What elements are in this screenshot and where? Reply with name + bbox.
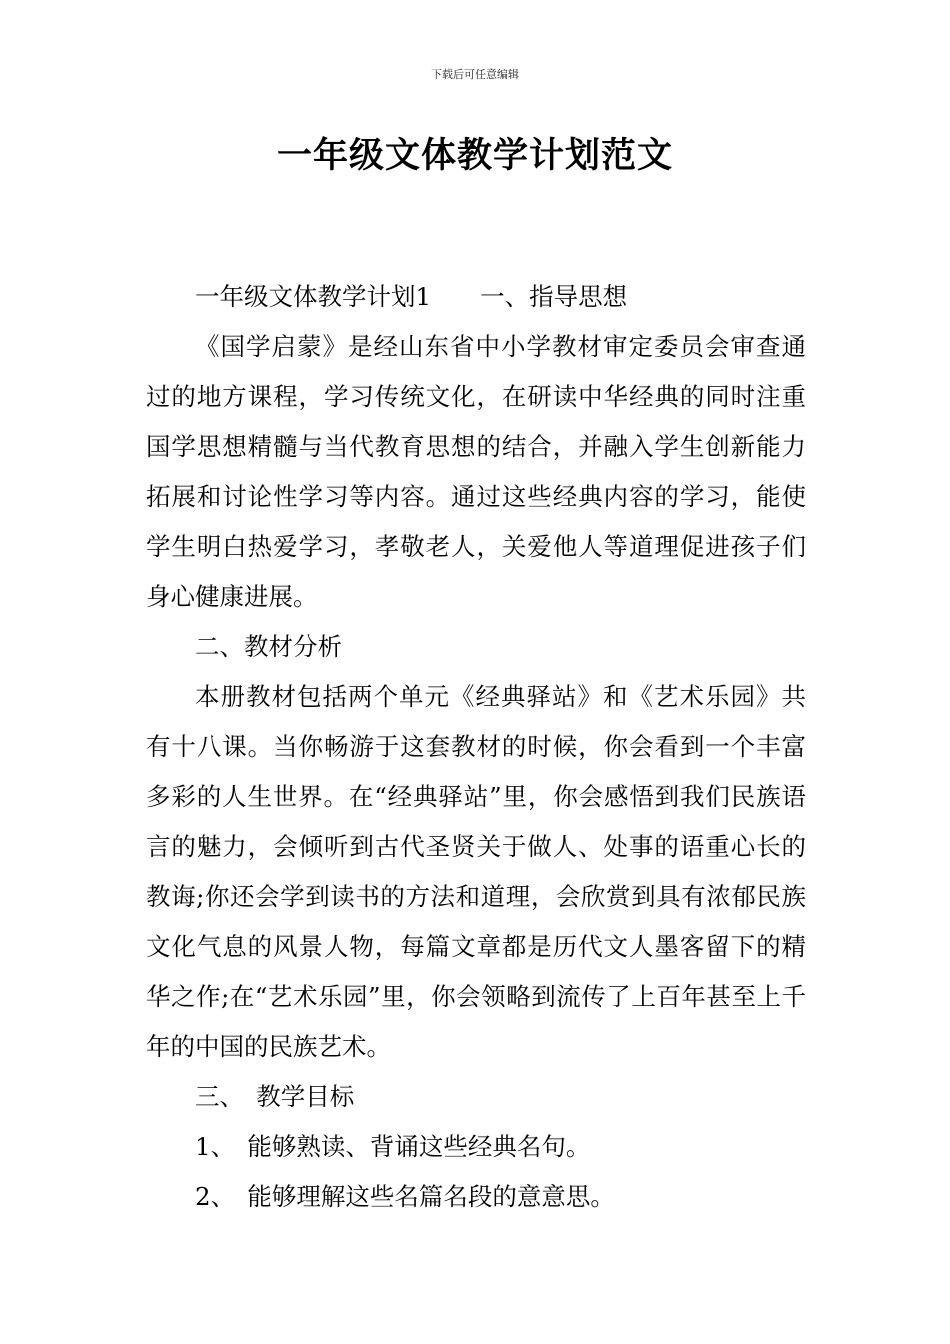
header-note: 下载后可任意编辑 (431, 68, 519, 81)
body-paragraph: 《国学启蒙》是经山东省中小学教材审定委员会审查通过的地方课程，学习传统文化，在研读中华经典的同时注重国学思想精髓与当代教育思想的结合，并融入学生创新能力拓展和讨论性学习等内容。通过这些经典内容的学习，能使学生明白热爱学习，孝敬老人，关爱他人等道理促进孩子们身心健康进展。 (146, 332, 806, 611)
document-body (146, 272, 806, 1222)
section-heading-teaching-goals: 三、 教学目标 (195, 1082, 355, 1111)
section-heading-guiding-thought: 一年级文体教学计划1 一、指导思想 (195, 282, 628, 311)
document-title: 一年级文体教学计划范文 (276, 136, 673, 176)
list-item-goal-2: 2、 能够理解这些名篇名段的意意思。 (195, 1182, 615, 1211)
list-item-goal-1: 1、 能够熟读、背诵这些经典名句。 (195, 1132, 591, 1161)
body-paragraph: 本册教材包括两个单元《经典驿站》和《艺术乐园》共有十八课。当你畅游于这套教材的时候，你会看到一个丰富多彩的人生世界。在“经典驿站”里，你会感悟到我们民族语言的魅力，会倾听到古代圣贤关于做人、处事的语重心长的教诲;你还会学到读书的方法和道理，会欣赏到具有浓郁民族文化气息的风景人物，每篇文章都是历代文人墨客留下的精华之作;在“艺术乐园”里，你会领略到流传了上百年甚至上千年的中国的民族艺术。 (146, 682, 806, 1061)
section-heading-materials-analysis: 二、教材分析 (195, 632, 342, 661)
